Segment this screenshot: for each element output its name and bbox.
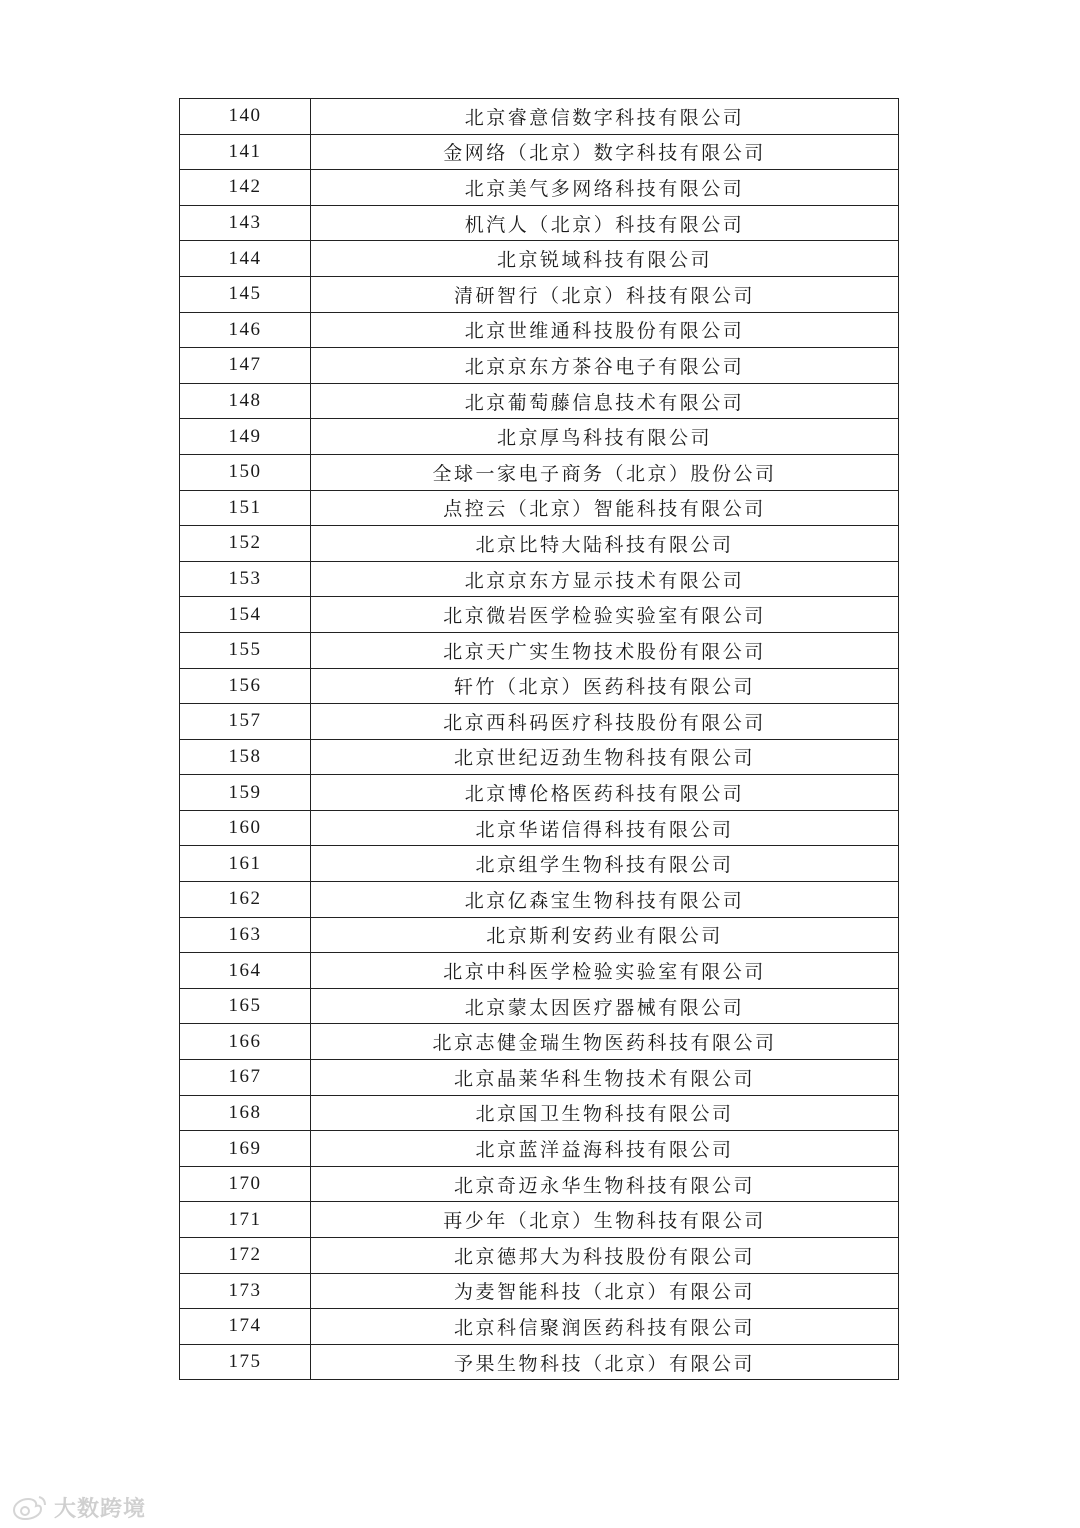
row-number-cell: 170 [180, 1166, 311, 1202]
company-name-cell: 北京博伦格医药科技有限公司 [311, 775, 899, 811]
row-number-cell: 159 [180, 775, 311, 811]
table-row [180, 134, 899, 170]
table-row [180, 597, 899, 633]
table-row [180, 276, 899, 312]
row-number-cell: 169 [180, 1131, 311, 1167]
row-number-cell: 165 [180, 988, 311, 1024]
row-number-cell: 140 [180, 99, 311, 135]
row-number-cell: 153 [180, 561, 311, 597]
table-row [180, 1202, 899, 1238]
table-row [180, 775, 899, 811]
company-name-cell: 北京比特大陆科技有限公司 [311, 526, 899, 562]
company-name-cell: 北京美气多网络科技有限公司 [311, 170, 899, 206]
table-row [180, 988, 899, 1024]
table-row [180, 632, 899, 668]
row-number-cell: 147 [180, 348, 311, 384]
company-name-cell: 北京锐域科技有限公司 [311, 241, 899, 277]
row-number-cell: 166 [180, 1024, 311, 1060]
company-name-cell: 北京蒙太因医疗器械有限公司 [311, 988, 899, 1024]
company-name-cell: 北京国卫生物科技有限公司 [311, 1095, 899, 1131]
table-row [180, 1095, 899, 1131]
table-row [180, 917, 899, 953]
table-row [180, 312, 899, 348]
weibo-logo-icon [8, 1493, 48, 1521]
row-number-cell: 174 [180, 1309, 311, 1345]
table-row [180, 99, 899, 135]
company-name-cell: 北京葡萄藤信息技术有限公司 [311, 383, 899, 419]
row-number-cell: 158 [180, 739, 311, 775]
company-name-cell: 予果生物科技（北京）有限公司 [311, 1344, 899, 1380]
company-name-cell: 北京京东方显示技术有限公司 [311, 561, 899, 597]
table-row [180, 454, 899, 490]
company-name-cell: 全球一家电子商务（北京）股份公司 [311, 454, 899, 490]
table-row [180, 348, 899, 384]
table-row [180, 170, 899, 206]
company-name-cell: 机汽人（北京）科技有限公司 [311, 205, 899, 241]
table-row [180, 526, 899, 562]
row-number-cell: 157 [180, 704, 311, 740]
company-name-cell: 北京志健金瑞生物医药科技有限公司 [311, 1024, 899, 1060]
table-row [180, 383, 899, 419]
row-number-cell: 171 [180, 1202, 311, 1238]
row-number-cell: 154 [180, 597, 311, 633]
table-row [180, 1238, 899, 1274]
company-name-cell: 北京世纪迈劲生物科技有限公司 [311, 739, 899, 775]
table-row [180, 205, 899, 241]
row-number-cell: 144 [180, 241, 311, 277]
company-name-cell: 北京中科医学检验实验室有限公司 [311, 953, 899, 989]
table-row [180, 241, 899, 277]
row-number-cell: 175 [180, 1344, 311, 1380]
table-row [180, 490, 899, 526]
row-number-cell: 150 [180, 454, 311, 490]
row-number-cell: 149 [180, 419, 311, 455]
table-row [180, 1131, 899, 1167]
table-row [180, 668, 899, 704]
company-table-body [180, 99, 899, 1380]
company-name-cell: 北京蓝洋益海科技有限公司 [311, 1131, 899, 1167]
row-number-cell: 167 [180, 1060, 311, 1096]
row-number-cell: 156 [180, 668, 311, 704]
row-number-cell: 163 [180, 917, 311, 953]
table-row [180, 882, 899, 918]
table-row [180, 846, 899, 882]
row-number-cell: 141 [180, 134, 311, 170]
row-number-cell: 152 [180, 526, 311, 562]
row-number-cell: 172 [180, 1238, 311, 1274]
row-number-cell: 145 [180, 276, 311, 312]
company-name-cell: 再少年（北京）生物科技有限公司 [311, 1202, 899, 1238]
table-row [180, 1344, 899, 1380]
company-list-table [179, 98, 899, 1380]
company-name-cell: 北京华诺信得科技有限公司 [311, 810, 899, 846]
company-name-cell: 北京西科码医疗科技股份有限公司 [311, 704, 899, 740]
table-row [180, 810, 899, 846]
row-number-cell: 151 [180, 490, 311, 526]
row-number-cell: 160 [180, 810, 311, 846]
company-name-cell: 金网络（北京）数字科技有限公司 [311, 134, 899, 170]
table-row [180, 1309, 899, 1345]
row-number-cell: 143 [180, 205, 311, 241]
company-name-cell: 北京微岩医学检验实验室有限公司 [311, 597, 899, 633]
company-name-cell: 为麦智能科技（北京）有限公司 [311, 1273, 899, 1309]
company-name-cell: 北京世维通科技股份有限公司 [311, 312, 899, 348]
table-row [180, 1166, 899, 1202]
row-number-cell: 142 [180, 170, 311, 206]
company-name-cell: 北京德邦大为科技股份有限公司 [311, 1238, 899, 1274]
watermark [8, 1490, 146, 1524]
company-name-cell: 点控云（北京）智能科技有限公司 [311, 490, 899, 526]
company-name-cell: 北京睿意信数字科技有限公司 [311, 99, 899, 135]
watermark-text: 大数跨境 [54, 1496, 147, 1522]
company-name-cell: 北京厚鸟科技有限公司 [311, 419, 899, 455]
company-name-cell: 北京晶莱华科生物技术有限公司 [311, 1060, 899, 1096]
company-name-cell: 北京亿森宝生物科技有限公司 [311, 882, 899, 918]
table-row [180, 1060, 899, 1096]
row-number-cell: 162 [180, 882, 311, 918]
table-row [180, 561, 899, 597]
row-number-cell: 148 [180, 383, 311, 419]
company-name-cell: 轩竹（北京）医药科技有限公司 [311, 668, 899, 704]
table-row [180, 1273, 899, 1309]
company-name-cell: 北京斯利安药业有限公司 [311, 917, 899, 953]
table-row [180, 419, 899, 455]
row-number-cell: 161 [180, 846, 311, 882]
company-name-cell: 北京科信聚润医药科技有限公司 [311, 1309, 899, 1345]
table-row [180, 739, 899, 775]
table-row [180, 1024, 899, 1060]
company-name-cell: 北京组学生物科技有限公司 [311, 846, 899, 882]
table-row [180, 704, 899, 740]
row-number-cell: 164 [180, 953, 311, 989]
table-row [180, 953, 899, 989]
row-number-cell: 168 [180, 1095, 311, 1131]
company-name-cell: 清研智行（北京）科技有限公司 [311, 276, 899, 312]
row-number-cell: 173 [180, 1273, 311, 1309]
row-number-cell: 146 [180, 312, 311, 348]
company-name-cell: 北京天广实生物技术股份有限公司 [311, 632, 899, 668]
company-name-cell: 北京京东方茶谷电子有限公司 [311, 348, 899, 384]
row-number-cell: 155 [180, 632, 311, 668]
company-name-cell: 北京奇迈永华生物科技有限公司 [311, 1166, 899, 1202]
